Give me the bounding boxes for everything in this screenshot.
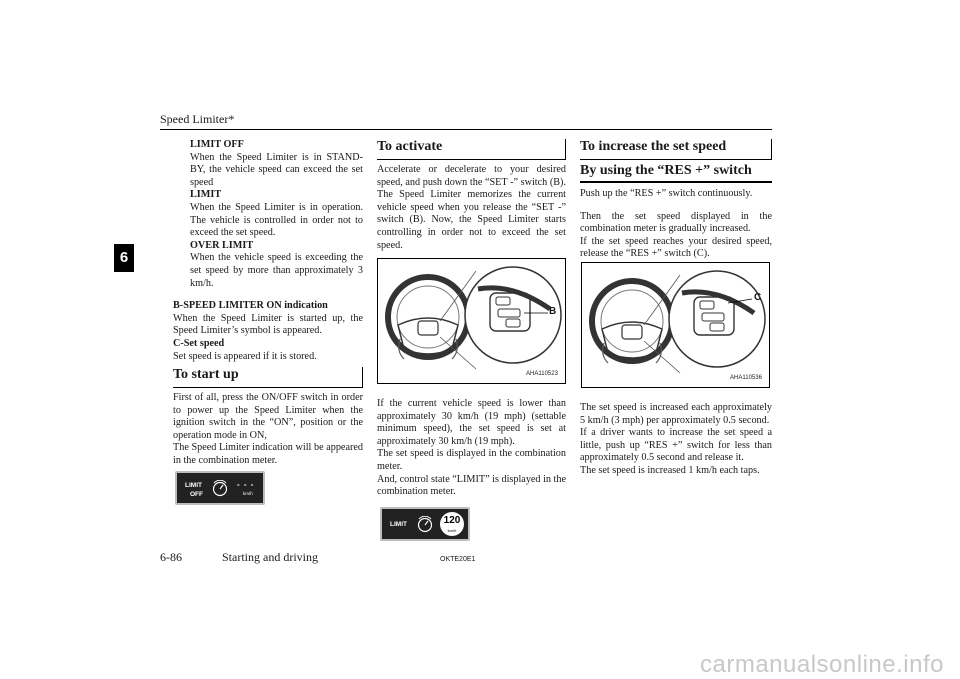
column-2-lower: [377, 398, 566, 499]
meter-limit-label: LIMIT: [390, 521, 407, 528]
figure-code: AHA110536: [730, 375, 762, 381]
increase-heading: To increase the set speed: [580, 139, 772, 160]
header-title: Speed Limiter*: [160, 112, 235, 126]
figure-callout-b: B: [549, 306, 557, 317]
activate-text-3: The set speed is displayed in the combination meter.: [377, 448, 566, 472]
b-indication-text: When the Speed Limiter is started up, the Speed Limiter’s symbol is appeared.: [173, 312, 363, 337]
footer-section: Starting and driving: [222, 550, 318, 564]
meter-limit-text: LIMIT: [185, 482, 202, 489]
increase-text-2: Then the set speed displayed in the combination meter is gradually increased.: [580, 210, 772, 235]
limit-text: When the Speed Limiter is in operation. The vehicle is controlled in order not to exceed the set speed.: [190, 201, 363, 239]
column-3-lower: [580, 402, 772, 478]
limit-label: LIMIT: [190, 189, 222, 201]
meter-unit: km/h: [243, 491, 253, 496]
increase-text-1: Push up the “RES +” switch continuously.: [580, 188, 753, 199]
speed-limiter-icon: [211, 480, 229, 498]
meter-off-text: OFF: [190, 491, 203, 498]
res-subheading: By using the “RES +” switch: [580, 163, 772, 183]
figure-code: AHA110523: [526, 371, 558, 377]
b-indication-label: B-SPEED LIMITER ON indication: [173, 300, 328, 312]
meter-dashes: - - -: [237, 480, 255, 489]
column-3: [580, 139, 772, 261]
limit-off-meter: [175, 471, 265, 505]
page-number: 6-86: [160, 550, 182, 564]
increase-text-3: If the set speed reaches your desired speed, release the “RES +” switch (C).: [580, 235, 772, 260]
chapter-tab: 6: [114, 244, 134, 272]
start-up-heading: To start up: [173, 367, 363, 388]
steering-figure-b: [377, 258, 566, 384]
speed-limiter-icon: [416, 516, 434, 534]
start-up-text-2: The Speed Limiter indication will be appeared in the combination meter.: [173, 442, 363, 467]
activate-text-1: Accelerate or decelerate to your desired speed, and push down the “SET -” switch (B). The Speed Limiter memorizes the current vehicle speed when you release the “SET -” switch (B). Now, the Speed Limiter starts controlling in order not to exceed the set speed.: [377, 164, 566, 251]
limit-off-label: LIMIT OFF: [190, 139, 244, 150]
steering-wheel-illustration: [378, 259, 565, 383]
column-1: [173, 139, 363, 468]
set-speed-circle: [440, 512, 464, 536]
c-set-speed-text: Set speed is appeared if it is stored.: [173, 350, 317, 362]
over-limit-text: When the vehicle speed is exceeding the set speed by more than approximately 3 km/h.: [190, 252, 363, 289]
legend-indented: [173, 139, 363, 290]
header-rule: [160, 129, 772, 130]
figure-callout-c: C: [754, 292, 762, 303]
activate-text-2: If the current vehicle speed is lower than approximately 30 km/h (19 mph) (settable minimum speed), the set speed is set at approximately 30 km/h (19 mph).: [377, 398, 566, 447]
watermark: carmanualsonline.info: [700, 651, 944, 678]
start-up-text: First of all, press the ON/OFF switch in order to power up the Speed Limiter when the ignition switch in the “ON”, position or the operation mode in ON,: [173, 392, 363, 441]
increase-text-6: The set speed is increased 1 km/h each taps.: [580, 464, 760, 476]
limit-off-text: When the Speed Limiter is in STAND-BY, the vehicle speed can exceed the set speed: [190, 151, 363, 188]
activate-heading: To activate: [377, 139, 566, 160]
page-header: [160, 112, 772, 130]
set-speed-value: 120: [443, 515, 461, 526]
limit-meter: [380, 507, 470, 541]
set-speed-unit: km/h: [447, 528, 457, 533]
increase-text-4: The set speed is increased each approximately 5 km/h (3 mph) per approximately 0.5 second.: [580, 402, 772, 426]
column-2: [377, 139, 566, 252]
steering-figure-c: [581, 262, 770, 388]
steering-wheel-illustration: [582, 263, 769, 387]
over-limit-label: OVER LIMIT: [190, 239, 254, 251]
footer-code: OKTE20E1: [440, 556, 476, 563]
increase-text-5: If a driver wants to increase the set speed a little, push up “RES +” switch for less than approximately 0.5 second and release it.: [580, 427, 772, 464]
c-set-speed-label: C-Set speed: [173, 337, 225, 349]
activate-text-4: And, control state “LIMIT” is displayed in the combination meter.: [377, 473, 566, 498]
